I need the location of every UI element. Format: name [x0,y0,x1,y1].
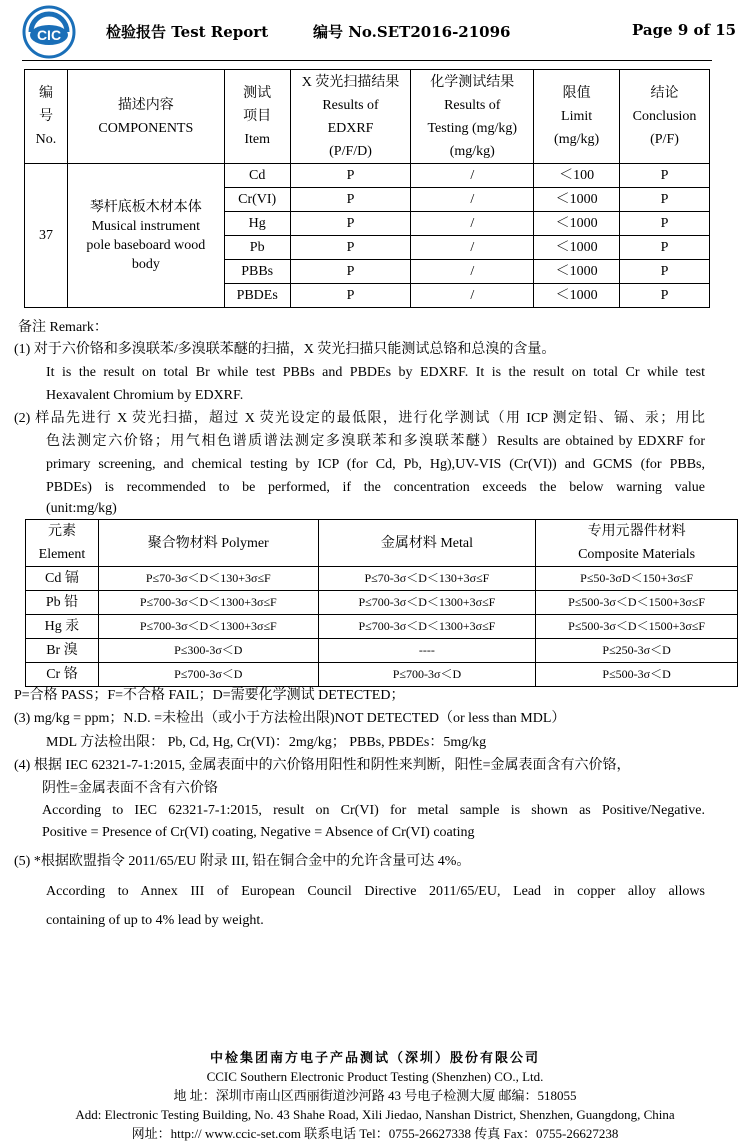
row-metal: P≤700-3σ＜D [318,663,536,687]
results-header-row [25,70,710,164]
row-limit: ＜100 [534,164,620,188]
row-polymer: P≤700-3σ＜D＜1300+3σ≤F [98,591,318,615]
row-item: Cd [224,164,290,188]
remark-3-line2: MDL 方法检出限： Pb, Cd, Hg, Cr(VI)：2mg/kg； PBBs, PBDEs：5mg/kg [46,735,487,750]
row-item: PBBs [224,260,290,284]
row-limit: ＜1000 [534,188,620,212]
row-conclusion: P [620,164,710,188]
row-metal: P≤70-3σ＜D＜130+3σ≤F [318,567,536,591]
row-limit: ＜1000 [534,260,620,284]
table-row [26,615,738,639]
remark-1-en-line2: Hexavalent Chromium by EDXRF. [46,388,244,403]
row-limit: ＜1000 [534,284,620,308]
report-number: 编号 No.SET2016-21096 [313,23,511,41]
header-conclusion: 结论 Conclusion (P/F) [620,70,710,164]
report-header [0,0,750,62]
row-edxrf: P [290,212,411,236]
row-polymer: P≤70-3σ＜D＜130+3σ≤F [98,567,318,591]
sample-number: 37 [25,164,68,308]
remark-4-line4: Positive = Presence of Cr(VI) coating, Negative = Absence of Cr(VI) coating [42,825,475,840]
row-conclusion: P [620,236,710,260]
row-chem: / [411,164,534,188]
row-element: Pb 铅 [26,591,99,615]
row-metal: P≤700-3σ＜D＜1300+3σ≤F [318,591,536,615]
remark-2-line5: (unit:mg/kg) [46,501,117,516]
header-no: 编 号 No. [25,70,68,164]
row-conclusion: P [620,212,710,236]
row-polymer: P≤700-3σ＜D [98,663,318,687]
row-polymer: P≤300-3σ＜D [98,639,318,663]
row-composite: P≤500-3σ＜D [536,663,738,687]
remark-5-line3: containing of up to 4% lead by weight. [46,913,264,928]
remark-2-line2: 色法测定六价铬；用气相色谱质谱法测定多溴联苯和多溴联苯醚）Results are obtained by EDXRF for [46,434,705,449]
row-composite: P≤500-3σ＜D＜1500+3σ≤F [536,591,738,615]
remark-5-line1: (5) *根据欧盟指令 2011/65/EU 附录 III, 铅在铜合金中的允许含量可达 4%。 [14,854,471,869]
footer-address-cn: 地 址：深圳市南山区西丽街道沙河路 43 号电子检测大厦 邮编：518055 [173,1088,577,1103]
row-edxrf: P [290,284,411,308]
header-limit: 限值 Limit (mg/kg) [534,70,620,164]
footer-company-cn: 中检集团南方电子产品测试（深圳）股份有限公司 [209,1050,540,1065]
row-metal: P≤700-3σ＜D＜1300+3σ≤F [318,615,536,639]
remark-4-line2: 阴性=金属表面不含有六价铬 [42,781,218,796]
table-row [25,164,710,188]
row-metal: ---- [318,639,536,663]
row-item: Pb [224,236,290,260]
page-indicator: Page 9 of 15 [632,21,737,39]
footer-contact: 网址：http:// www.ccic-set.com 联系电话 Tel：0755-26627338 传真 Fax：0755-26627238 [131,1126,619,1141]
table-row [26,591,738,615]
remark-2-line4: PBDEs) is recommended to be performed, if the concentration exceeds the below warning value [46,480,705,495]
warning-value-table [25,519,738,687]
header-element: 元素 Element [26,520,99,567]
row-conclusion: P [620,260,710,284]
row-chem: / [411,236,534,260]
footer-address-en: Add: Electronic Testing Building, No. 43 Shahe Road, Xili Jiedao, Nanshan District, Shenzhen, Guangdong, China [75,1107,675,1122]
warning-header-row [26,520,738,567]
row-edxrf: P [290,164,411,188]
remark-4-line1: (4) 根据 IEC 62321-7-1:2015, 金属表面中的六价铬用阳性和阴性来判断，阳性=金属表面含有六价铬， [14,758,631,773]
row-limit: ＜1000 [534,212,620,236]
remark-heading: 备注 Remark： [18,320,108,335]
row-element: Hg 汞 [26,615,99,639]
report-title: 检验报告 Test Report [106,23,269,41]
header-item: 测试 项目 Item [224,70,290,164]
remark-1-cn: (1) 对于六价铬和多溴联苯/多溴联苯醚的扫描，X 荧光扫描只能测试总铬和总溴的含量。 [14,342,556,357]
row-edxrf: P [290,188,411,212]
row-chem: / [411,212,534,236]
row-edxrf: P [290,260,411,284]
header-components: 描述内容 COMPONENTS [67,70,224,164]
row-item: Hg [224,212,290,236]
row-polymer: P≤700-3σ＜D＜1300+3σ≤F [98,615,318,639]
row-item: PBDEs [224,284,290,308]
row-limit: ＜1000 [534,236,620,260]
row-conclusion: P [620,188,710,212]
sample-description: 琴杆底板木材本体 Musical instrument pole baseboard wood body [67,164,224,308]
row-chem: / [411,260,534,284]
header-composite: 专用元器件材料 Composite Materials [536,520,738,567]
header-metal: 金属材料 Metal [318,520,536,567]
remark-3-line1: (3) mg/kg = ppm；N.D. =未检出（或小于方法检出限)NOT DETECTED（or less than MDL） [14,711,566,726]
remark-2-line3: primary screening, and chemical testing by ICP (for Cd, Pb, Hg),UV-VIS (Cr(VI)) and GCMS (for PBBs, [46,457,705,472]
row-composite: P≤50-3σD＜150+3σ≤F [536,567,738,591]
row-element: Cr 铬 [26,663,99,687]
row-composite: P≤500-3σ＜D＜1500+3σ≤F [536,615,738,639]
table-row [26,567,738,591]
row-chem: / [411,284,534,308]
company-footer [0,1048,750,1143]
ccic-logo [22,5,76,59]
header-divider [22,60,712,61]
row-element: Cd 镉 [26,567,99,591]
remark-2-line1: (2) 样品先进行 X 荧光扫描，超过 X 荧光设定的最低限，进行化学测试（用 ICP 测定铅、镉、汞；用比 [14,411,705,426]
row-conclusion: P [620,284,710,308]
header-chemical: 化学测试结果 Results of Testing (mg/kg) (mg/kg) [411,70,534,164]
remark-4-line3: According to IEC 62321-7-1:2015, result on Cr(VI) for metal sample is shown as Positive/Negative. [42,803,705,818]
legend-line: P=合格 PASS；F=不合格 FAIL；D=需要化学测试 DETECTED； [14,688,405,703]
table-row [26,663,738,687]
remark-1-en-line1: It is the result on total Br while test PBBs and PBDEs by EDXRF. It is the result on total Cr while test [46,365,705,380]
svg-text:CIC: CIC [36,27,62,43]
table-row [26,639,738,663]
header-edxrf: X 荧光扫描结果 Results of EDXRF (P/F/D) [290,70,411,164]
row-item: Cr(VI) [224,188,290,212]
header-polymer: 聚合物材料 Polymer [98,520,318,567]
row-element: Br 溴 [26,639,99,663]
row-chem: / [411,188,534,212]
results-table [24,69,710,308]
row-edxrf: P [290,236,411,260]
row-composite: P≤250-3σ＜D [536,639,738,663]
remark-5-line2: According to Annex III of European Council Directive 2011/65/EU, Lead in copper alloy allows [46,884,705,899]
footer-company-en: CCIC Southern Electronic Product Testing (Shenzhen) CO., Ltd. [206,1069,544,1084]
